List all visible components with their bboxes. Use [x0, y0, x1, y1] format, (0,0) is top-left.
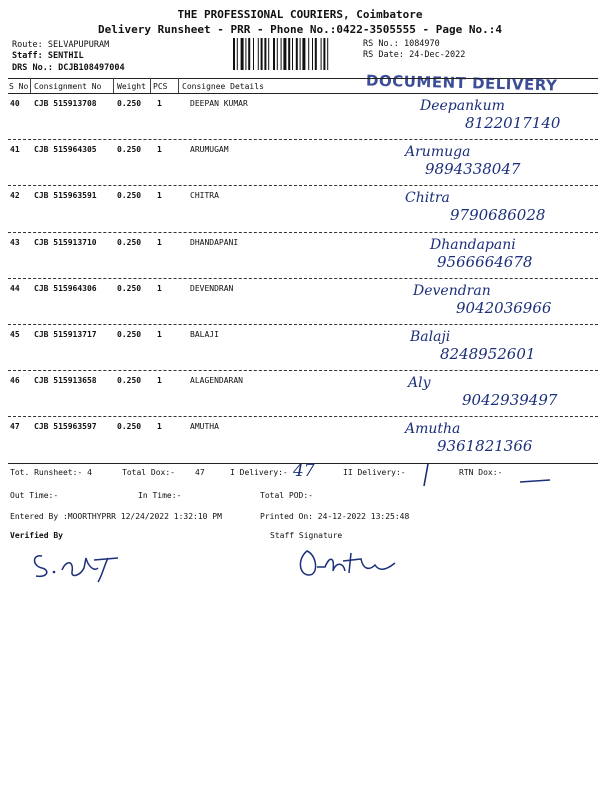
row-sno: 44	[10, 283, 20, 293]
row-weight: 0.250	[117, 376, 142, 386]
drs-line	[12, 63, 125, 73]
row-consignment-no: CJB 515964306	[34, 283, 97, 293]
row-sno: 41	[10, 145, 20, 155]
drs-value: DCJB108497004	[58, 63, 125, 73]
route-label: Route:	[12, 40, 43, 50]
staff-signature-label: Staff Signature	[270, 531, 343, 540]
company-title: THE PROFESSIONAL COURIERS, Coimbatore	[177, 8, 423, 21]
row-pcs: 1	[157, 422, 162, 432]
row-consignment-no: CJB 515913708	[34, 99, 97, 108]
handwritten-phone-number: 8122017140	[465, 114, 561, 132]
row-sno: 42	[10, 191, 20, 201]
entered-by: Entered By :MOORTHYPRR 12/24/2022 1:32:10 PM	[10, 512, 222, 521]
handwritten-receiver-name: Devendran	[413, 282, 491, 299]
handwritten-phone-number: 9042939497	[462, 391, 558, 410]
row-weight: 0.250	[117, 330, 142, 339]
row-consignee: BALAJI	[190, 330, 219, 339]
rs-date-label: RS Date:	[363, 50, 404, 60]
row-weight: 0.250	[117, 237, 142, 247]
row-sno: 43	[10, 237, 20, 247]
rs-date-value: 24-Dec-2022	[409, 50, 466, 60]
column-header-sno: S No	[9, 82, 29, 91]
row-consignee: CHITRA	[190, 191, 219, 201]
col-divider	[113, 78, 114, 93]
route-line	[12, 40, 109, 50]
handwritten-phone-number: 9894338047	[425, 160, 521, 179]
rtn-dox-mark	[410, 460, 560, 490]
row-sno: 47	[10, 422, 20, 432]
col-divider	[30, 78, 31, 93]
tot-runsheet: Tot. Runsheet:- 4	[10, 468, 92, 477]
row-pcs: 1	[157, 99, 162, 108]
row-separator	[8, 324, 598, 325]
row-consignee: ALAGENDARAN	[190, 376, 243, 386]
table-top-rule	[8, 78, 598, 79]
staff-line	[12, 51, 84, 61]
handwritten-receiver-name: Arumuga	[405, 144, 471, 161]
in-time: In Time:-	[138, 491, 182, 500]
handwritten-receiver-name: Deepankum	[420, 98, 505, 114]
row-pcs: 1	[157, 283, 162, 293]
row-consignment-no: CJB 515963597	[34, 422, 97, 432]
column-header-weight: Weight	[117, 82, 146, 91]
ii-delivery-label: II Delivery:-	[343, 468, 406, 477]
row-separator	[8, 185, 598, 186]
row-pcs: 1	[157, 191, 162, 201]
row-sno: 40	[10, 99, 20, 108]
rs-date-line	[363, 50, 465, 60]
i-delivery-handwritten: 47	[293, 461, 315, 481]
column-header-consignee: Consignee Details	[182, 82, 264, 91]
row-separator	[8, 416, 598, 417]
rs-no-line	[363, 39, 440, 49]
row-separator	[8, 370, 598, 371]
document-delivery-stamp: DOCUMENT DELIVERY	[365, 71, 558, 95]
column-header-consignment: Consignment No	[34, 82, 102, 91]
printed-on: Printed On: 24-12-2022 13:25:48	[260, 512, 410, 521]
row-sno: 46	[10, 376, 20, 386]
row-consignee: AMUTHA	[190, 422, 219, 432]
total-pod: Total POD:-	[260, 491, 313, 500]
row-consignee: DHANDAPANI	[190, 237, 239, 247]
verifier-signature	[28, 546, 138, 586]
col-divider	[150, 78, 151, 93]
handwritten-receiver-name: Chitra	[405, 190, 450, 207]
row-pcs: 1	[157, 237, 162, 247]
rs-no-label: RS No.:	[363, 39, 399, 49]
handwritten-phone-number: 9566664678	[437, 252, 533, 271]
row-separator	[8, 278, 598, 279]
table-header-rule	[8, 93, 598, 94]
row-separator	[8, 232, 598, 233]
handwritten-phone-number: 9790686028	[450, 206, 546, 225]
row-pcs: 1	[157, 145, 162, 155]
row-consignment-no: CJB 515913717	[34, 330, 97, 339]
handwritten-phone-number: 9042036966	[456, 298, 552, 317]
row-consignee: ARUMUGAM	[190, 145, 229, 155]
verified-by-label: Verified By	[10, 531, 63, 540]
handwritten-receiver-name: Dhandapani	[430, 236, 516, 253]
i-delivery-label: I Delivery:-	[230, 468, 288, 477]
row-consignment-no: CJB 515964305	[34, 145, 97, 155]
row-weight: 0.250	[117, 191, 142, 201]
staff-value: SENTHIL	[47, 51, 84, 61]
row-consignment-no: CJB 515963591	[34, 191, 97, 201]
row-consignment-no: CJB 515913710	[34, 237, 97, 247]
row-weight: 0.250	[117, 99, 142, 108]
row-consignee: DEVENDRAN	[190, 283, 234, 293]
out-time: Out Time:-	[10, 491, 59, 500]
handwritten-receiver-name: Balaji	[410, 329, 451, 345]
row-consignee: DEEPAN KUMAR	[190, 99, 248, 108]
staff-label: Staff:	[12, 51, 43, 61]
staff-signature	[295, 545, 415, 585]
handwritten-receiver-name: Amutha	[405, 421, 461, 438]
row-consignment-no: CJB 515913658	[34, 376, 97, 386]
handwritten-phone-number: 8248952601	[440, 345, 536, 363]
total-dox-value: 47	[195, 468, 205, 477]
row-weight: 0.250	[117, 283, 142, 293]
row-pcs: 1	[157, 376, 162, 386]
rs-no-value: 1084970	[403, 39, 440, 49]
row-weight: 0.250	[117, 422, 142, 432]
runsheet-subtitle: Delivery Runsheet - PRR - Phone No.:0422-3505555 - Page No.:4	[98, 23, 502, 36]
total-dox-label: Total Dox:-	[122, 468, 175, 477]
drs-label: DRS No.:	[12, 63, 53, 73]
rtn-dox-label: RTN Dox:-	[459, 468, 503, 477]
column-header-pcs: PCS	[153, 82, 168, 91]
handwritten-phone-number: 9361821366	[437, 437, 533, 456]
row-sno: 45	[10, 330, 20, 339]
row-pcs: 1	[157, 330, 162, 339]
barcode	[233, 38, 353, 70]
col-divider	[178, 78, 179, 93]
row-separator	[8, 139, 598, 140]
row-weight: 0.250	[117, 145, 142, 155]
route-value: SELVAPUPURAM	[47, 40, 110, 50]
handwritten-receiver-name: Aly	[408, 375, 431, 392]
